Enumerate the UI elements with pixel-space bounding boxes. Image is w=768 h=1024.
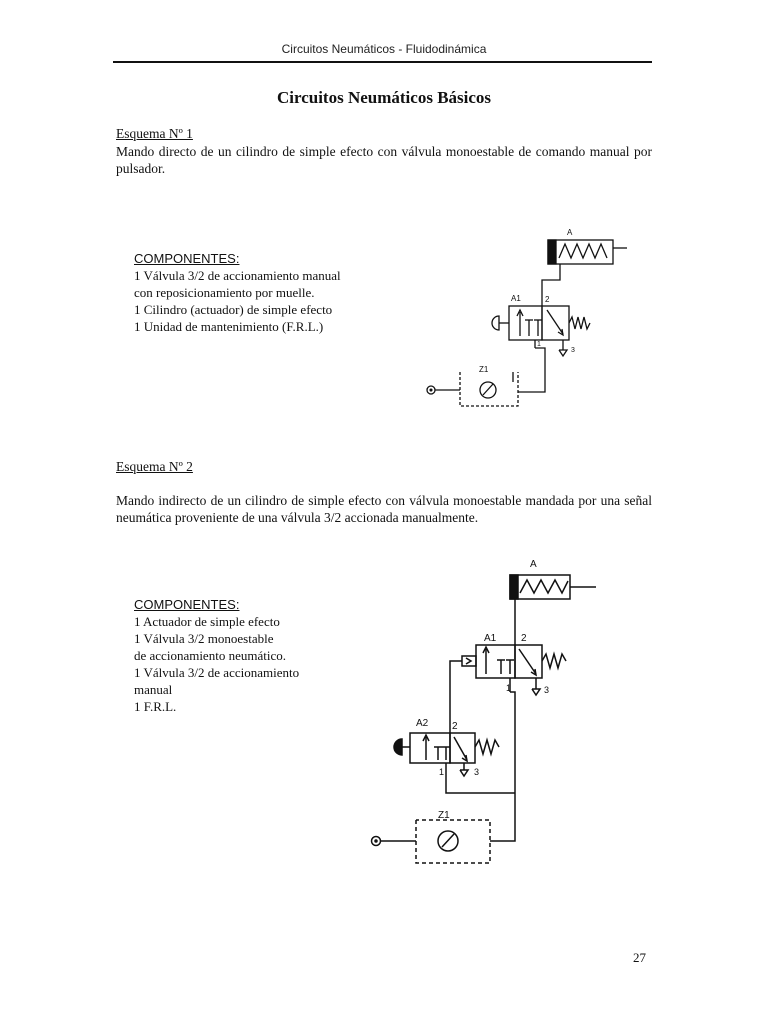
cylinder-a [510,559,596,599]
esquema-2-description: Mando indirecto de un cilindro de simple efecto con válvula monoestable mandada por una señal neumática proveniente de una válvula 3/2 accionada manualmente. [116,493,652,525]
port-out-label: 2 [545,295,550,304]
frl-label: Z1 [438,810,450,821]
components-title: COMPONENTES: [134,597,240,612]
component-line: 1 Válvula 3/2 de accionamiento manual [134,268,341,283]
port-out-label: 2 [521,633,527,644]
esquema-2-heading: Esquema Nº 2 [116,459,193,474]
port-in-label: 1 [506,683,512,693]
valve-label: A2 [416,718,429,729]
valve-label: A1 [511,294,521,303]
port-exhaust-label: 3 [474,767,480,777]
cylinder-label: A [567,228,573,237]
running-header: Circuitos Neumáticos - Fluidodinámica [281,42,487,56]
esquema-2-components [134,596,299,715]
component-line: 1 Unidad de mantenimiento (F.R.L.) [134,319,324,334]
component-line: de accionamiento neumático. [134,648,286,663]
cylinder-label: A [530,559,537,570]
esquema-1-components [134,250,341,335]
component-line: 1 F.R.L. [134,699,177,714]
frl-label: Z1 [479,365,489,374]
esquema-1-diagram [415,222,640,417]
valve-label: A1 [484,633,497,644]
page-number: 27 [633,950,646,965]
frl-z1 [427,365,518,406]
esquema-1-description: Mando directo de un cilindro de simple efecto con válvula monoestable de comando manual por pulsador. [116,144,652,176]
page-title: Circuitos Neumáticos Básicos [276,88,492,107]
header-rule [113,61,652,63]
components-title: COMPONENTES: [134,251,240,266]
frl-z1 [372,810,491,863]
port-in-label: 1 [439,767,445,777]
component-line: 1 Cilindro (actuador) de simple efecto [134,302,333,317]
port-exhaust-label: 3 [571,347,575,354]
port-out-label: 2 [452,721,458,732]
port-in-label: 1 [537,341,541,348]
component-line: 1 Actuador de simple efecto [134,614,280,629]
valve-a2 [394,718,499,777]
component-line: con reposicionamiento por muelle. [134,285,315,300]
component-line: 1 Válvula 3/2 monoestable [134,631,274,646]
component-line: manual [134,682,173,697]
component-line: 1 Válvula 3/2 de accionamiento [134,665,300,680]
port-exhaust-label: 3 [544,685,550,695]
esquema-1-heading: Esquema Nº 1 [116,126,193,141]
valve-a1 [462,633,566,695]
cylinder-a [548,228,627,264]
valve-a1 [492,294,590,356]
esquema-2-diagram [360,548,655,910]
